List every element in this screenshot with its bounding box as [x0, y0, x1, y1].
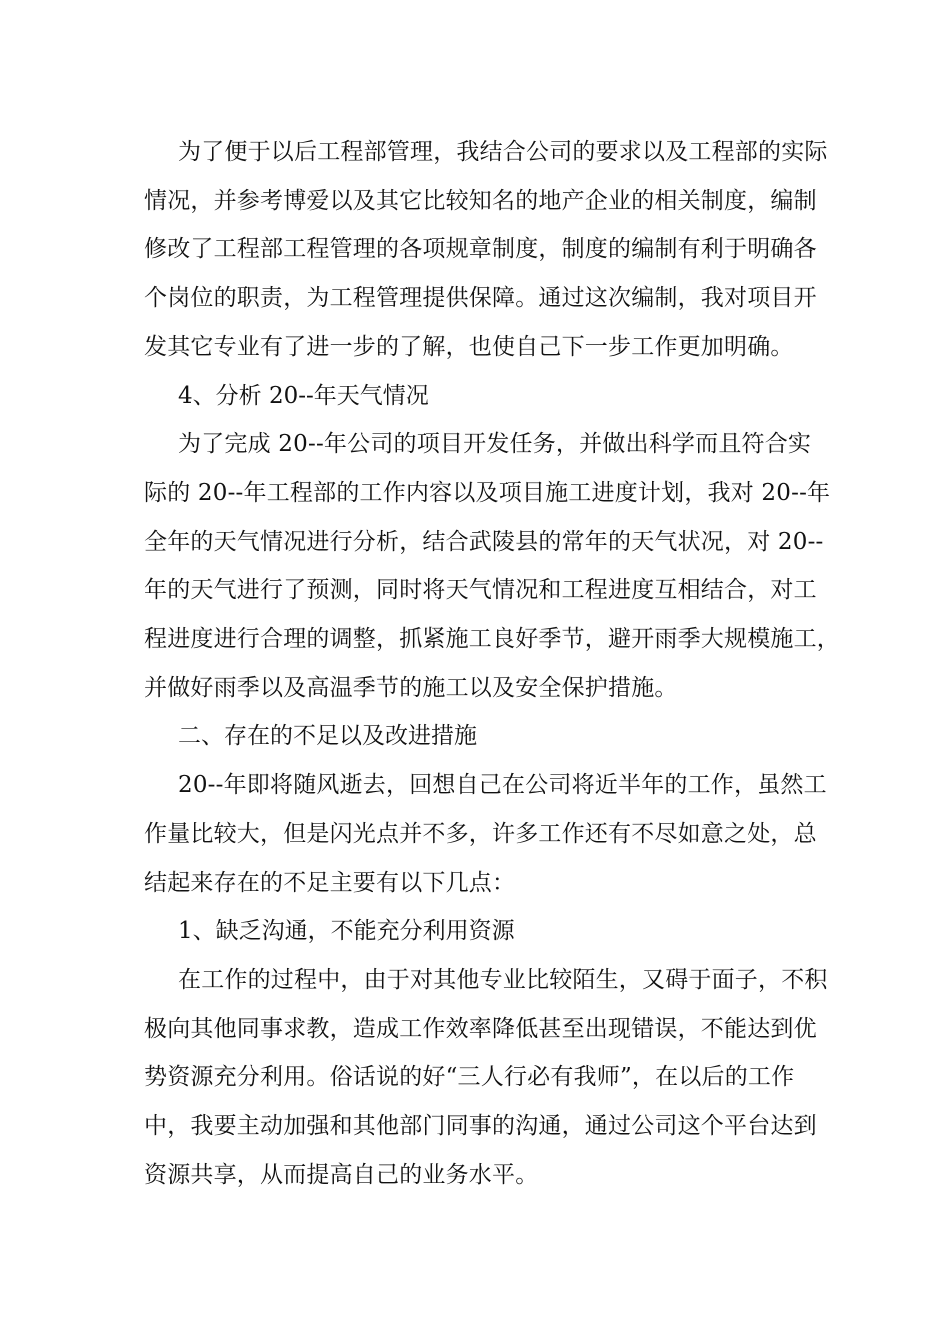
- text-line: 极向其他同事求教，造成工作效率降低甚至出现错误，不能达到优: [144, 1015, 817, 1042]
- text-line: 20--年即将随风逝去，回想自己在公司将近半年的工作，虽然工: [178, 772, 827, 799]
- heading-text: 4、分析 20--年天气情况: [178, 382, 429, 409]
- text-line: 为了完成 20--年公司的项目开发任务，并做出科学而且符合实: [178, 431, 812, 458]
- text-line: 并做好雨季以及高温季节的施工以及安全保护措施。: [144, 674, 678, 701]
- paragraph-weather-analysis: [144, 420, 840, 712]
- document-body: [144, 128, 840, 1199]
- text-line: 个岗位的职责，为工程管理提供保障。通过这次编制，我对项目开: [144, 285, 817, 312]
- text-line: 资源共享，从而提高自己的业务水平。: [144, 1161, 539, 1188]
- section-heading-shortcomings: [144, 712, 820, 761]
- text-line: 在工作的过程中，由于对其他专业比较陌生，又碍于面子，不积: [178, 966, 828, 993]
- text-line: 际的 20--年工程部的工作内容以及项目施工进度计划，我对 20--年: [144, 479, 831, 506]
- text-line: 发其它专业有了进一步的了解，也使自己下一步工作更加明确。: [144, 333, 794, 360]
- paragraph-communication: [144, 956, 828, 1200]
- text-line: 为了便于以后工程部管理，我结合公司的要求以及工程部的实际: [178, 139, 828, 165]
- text-line: 情况，并参考博爱以及其它比较知名的地产企业的相关制度，编制: [144, 187, 817, 214]
- text-line: 全年的天气情况进行分析，结合武陵县的常年的天气状况，对 20--: [144, 528, 824, 555]
- heading-text: 二、存在的不足以及改进措施: [178, 723, 477, 750]
- paragraph-engineering-rules: [144, 128, 828, 372]
- text-line: 程进度进行合理的调整，抓紧施工良好季节，避开雨季大规模施工，: [144, 626, 840, 653]
- text-line: 修改了工程部工程管理的各项规章制度，制度的编制有利于明确各: [144, 236, 817, 263]
- heading-text: 1、缺乏沟通，不能充分利用资源: [178, 918, 515, 945]
- text-line: 年的天气进行了预测，同时将天气情况和工程进度互相结合，对工: [144, 577, 817, 604]
- text-line: 结起来存在的不足主要有以下几点：: [144, 869, 516, 896]
- paragraph-year-review: [144, 761, 827, 907]
- text-line: 势资源充分利用。俗话说的好“三人行必有我师”，在以后的工作: [144, 1064, 795, 1091]
- text-line: 中，我要主动加强和其他部门同事的沟通，通过公司这个平台达到: [144, 1113, 817, 1140]
- text-line: 作量比较大，但是闪光点并不多，许多工作还有不尽如意之处，总: [144, 820, 817, 847]
- section-heading-weather: [144, 372, 820, 421]
- section-heading-communication: [144, 907, 820, 956]
